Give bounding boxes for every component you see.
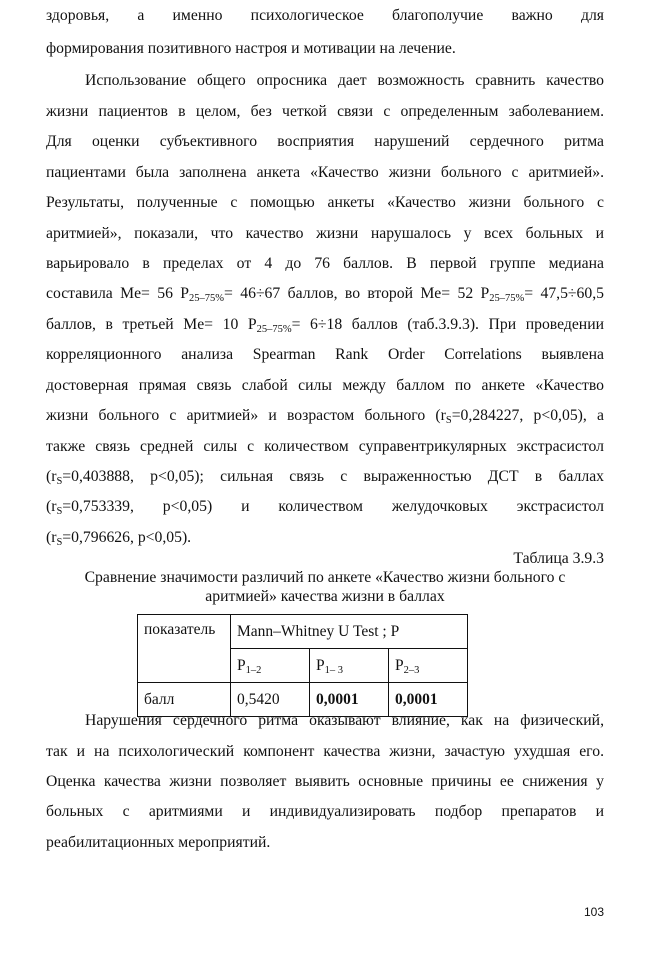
header-test: Mann–Whitney U Test ; P — [231, 615, 468, 649]
paragraph2-line1: Использование общего опросника дает возможность сравнить качество — [85, 72, 604, 89]
paragraph2-line3: Для оценки субъективного восприятия нарушений сердечного ритма — [46, 133, 604, 150]
paragraph2-line13: также связь средней силы с количеством суправентрикулярных экстрасистол — [46, 438, 604, 455]
paragraph2-line12: жизни больного с аритмией» и возрастом больного ($r_S=0,284227$, p<0,05), а — [46, 407, 604, 426]
p-label-1-3: $P_{1- 3}$ — [310, 649, 389, 683]
paragraph2-line11: достоверная прямая связь слабой силы между баллом по анкете «Качество — [46, 377, 604, 394]
p-label-1-2: $P_{1-2}$ — [231, 649, 310, 683]
value-p-1-3: 0,0001 — [310, 683, 389, 717]
paragraph3-line5: реабилитационных мероприятий. — [46, 834, 271, 851]
paragraph2-line7: варьировало в пределах от 4 до 76 баллов. В первой группе медиана — [46, 255, 604, 272]
paragraph3-line4: больных с аритмиями и индивидуализировать подбор препаратов и — [46, 803, 604, 820]
value-p-2-3: 0,0001 — [389, 683, 468, 717]
table-label: Таблица 3.9.3 — [513, 550, 604, 567]
paragraph1-line2: формирования позитивного настроя и мотивации на лечение. — [46, 40, 456, 57]
paragraph3-line3: Оценка качества жизни позволяет выявить основные причины ее снижения у — [46, 773, 604, 790]
row-label: балл — [138, 683, 231, 717]
paragraph3-line1: Нарушения сердечного ритма оказывают влияние, как на физический, — [85, 712, 604, 729]
paragraph2-line16: ($r_S=0,796626$, p<0,05). — [46, 529, 192, 548]
table-caption-line2: аритмией» качества жизни в баллах — [205, 588, 445, 605]
paragraph2-line14: ($r_S=0,403888$, p<0,05); сильная связь с выраженностью ДСТ в баллах — [46, 468, 604, 487]
paragraph2-line5: Результаты, полученные с помощью анкеты «Качество жизни больного с — [46, 194, 604, 211]
table-caption-line1: Сравнение значимости различий по анкете «Качество жизни больного с — [84, 569, 566, 586]
paragraph2-line9: баллов, в третьей Me= 10 $P_{25-75\%}= 6\div 18$ баллов (таб.3.9.3). При проведении — [46, 316, 604, 335]
paragraph2-line15: ($r_S=0,753339$, p<0,05) и количеством желудочковых экстрасистол — [46, 498, 604, 517]
paragraph2-line10: корреляционного анализа Spearman Rank Order Correlations выявлена — [46, 346, 604, 363]
value-p-1-2: 0,5420 — [231, 683, 310, 717]
table-header-row — [138, 615, 468, 649]
p-label-2-3: $P_{2-3}$ — [389, 649, 468, 683]
page-number: 103 — [583, 905, 604, 919]
header-indicator: показатель — [138, 615, 231, 683]
paragraph2-line8: составила Me= 56 $P_{25-75\%}= 46\div 67$ баллов, во второй Me= 52 $P_{25-75\%}= 47,5\div 60,5$ — [46, 285, 604, 304]
paragraph2-line6: аритмией», показали, что качество жизни нарушалось у всех больных и — [46, 225, 604, 242]
paragraph2-line2: жизни пациентов в целом, без четкой связи с определенным заболеванием. — [46, 103, 604, 120]
paragraph3-line2: так и на психологический компонент качества жизни, зачастую ухудшая его. — [46, 743, 604, 760]
paragraph2-line4: пациентами была заполнена анкета «Качество жизни больного с аритмией». — [46, 164, 604, 181]
comparison-table — [137, 614, 468, 717]
paragraph1-line1: здоровья, а именно психологическое благополучие важно для — [46, 7, 604, 24]
